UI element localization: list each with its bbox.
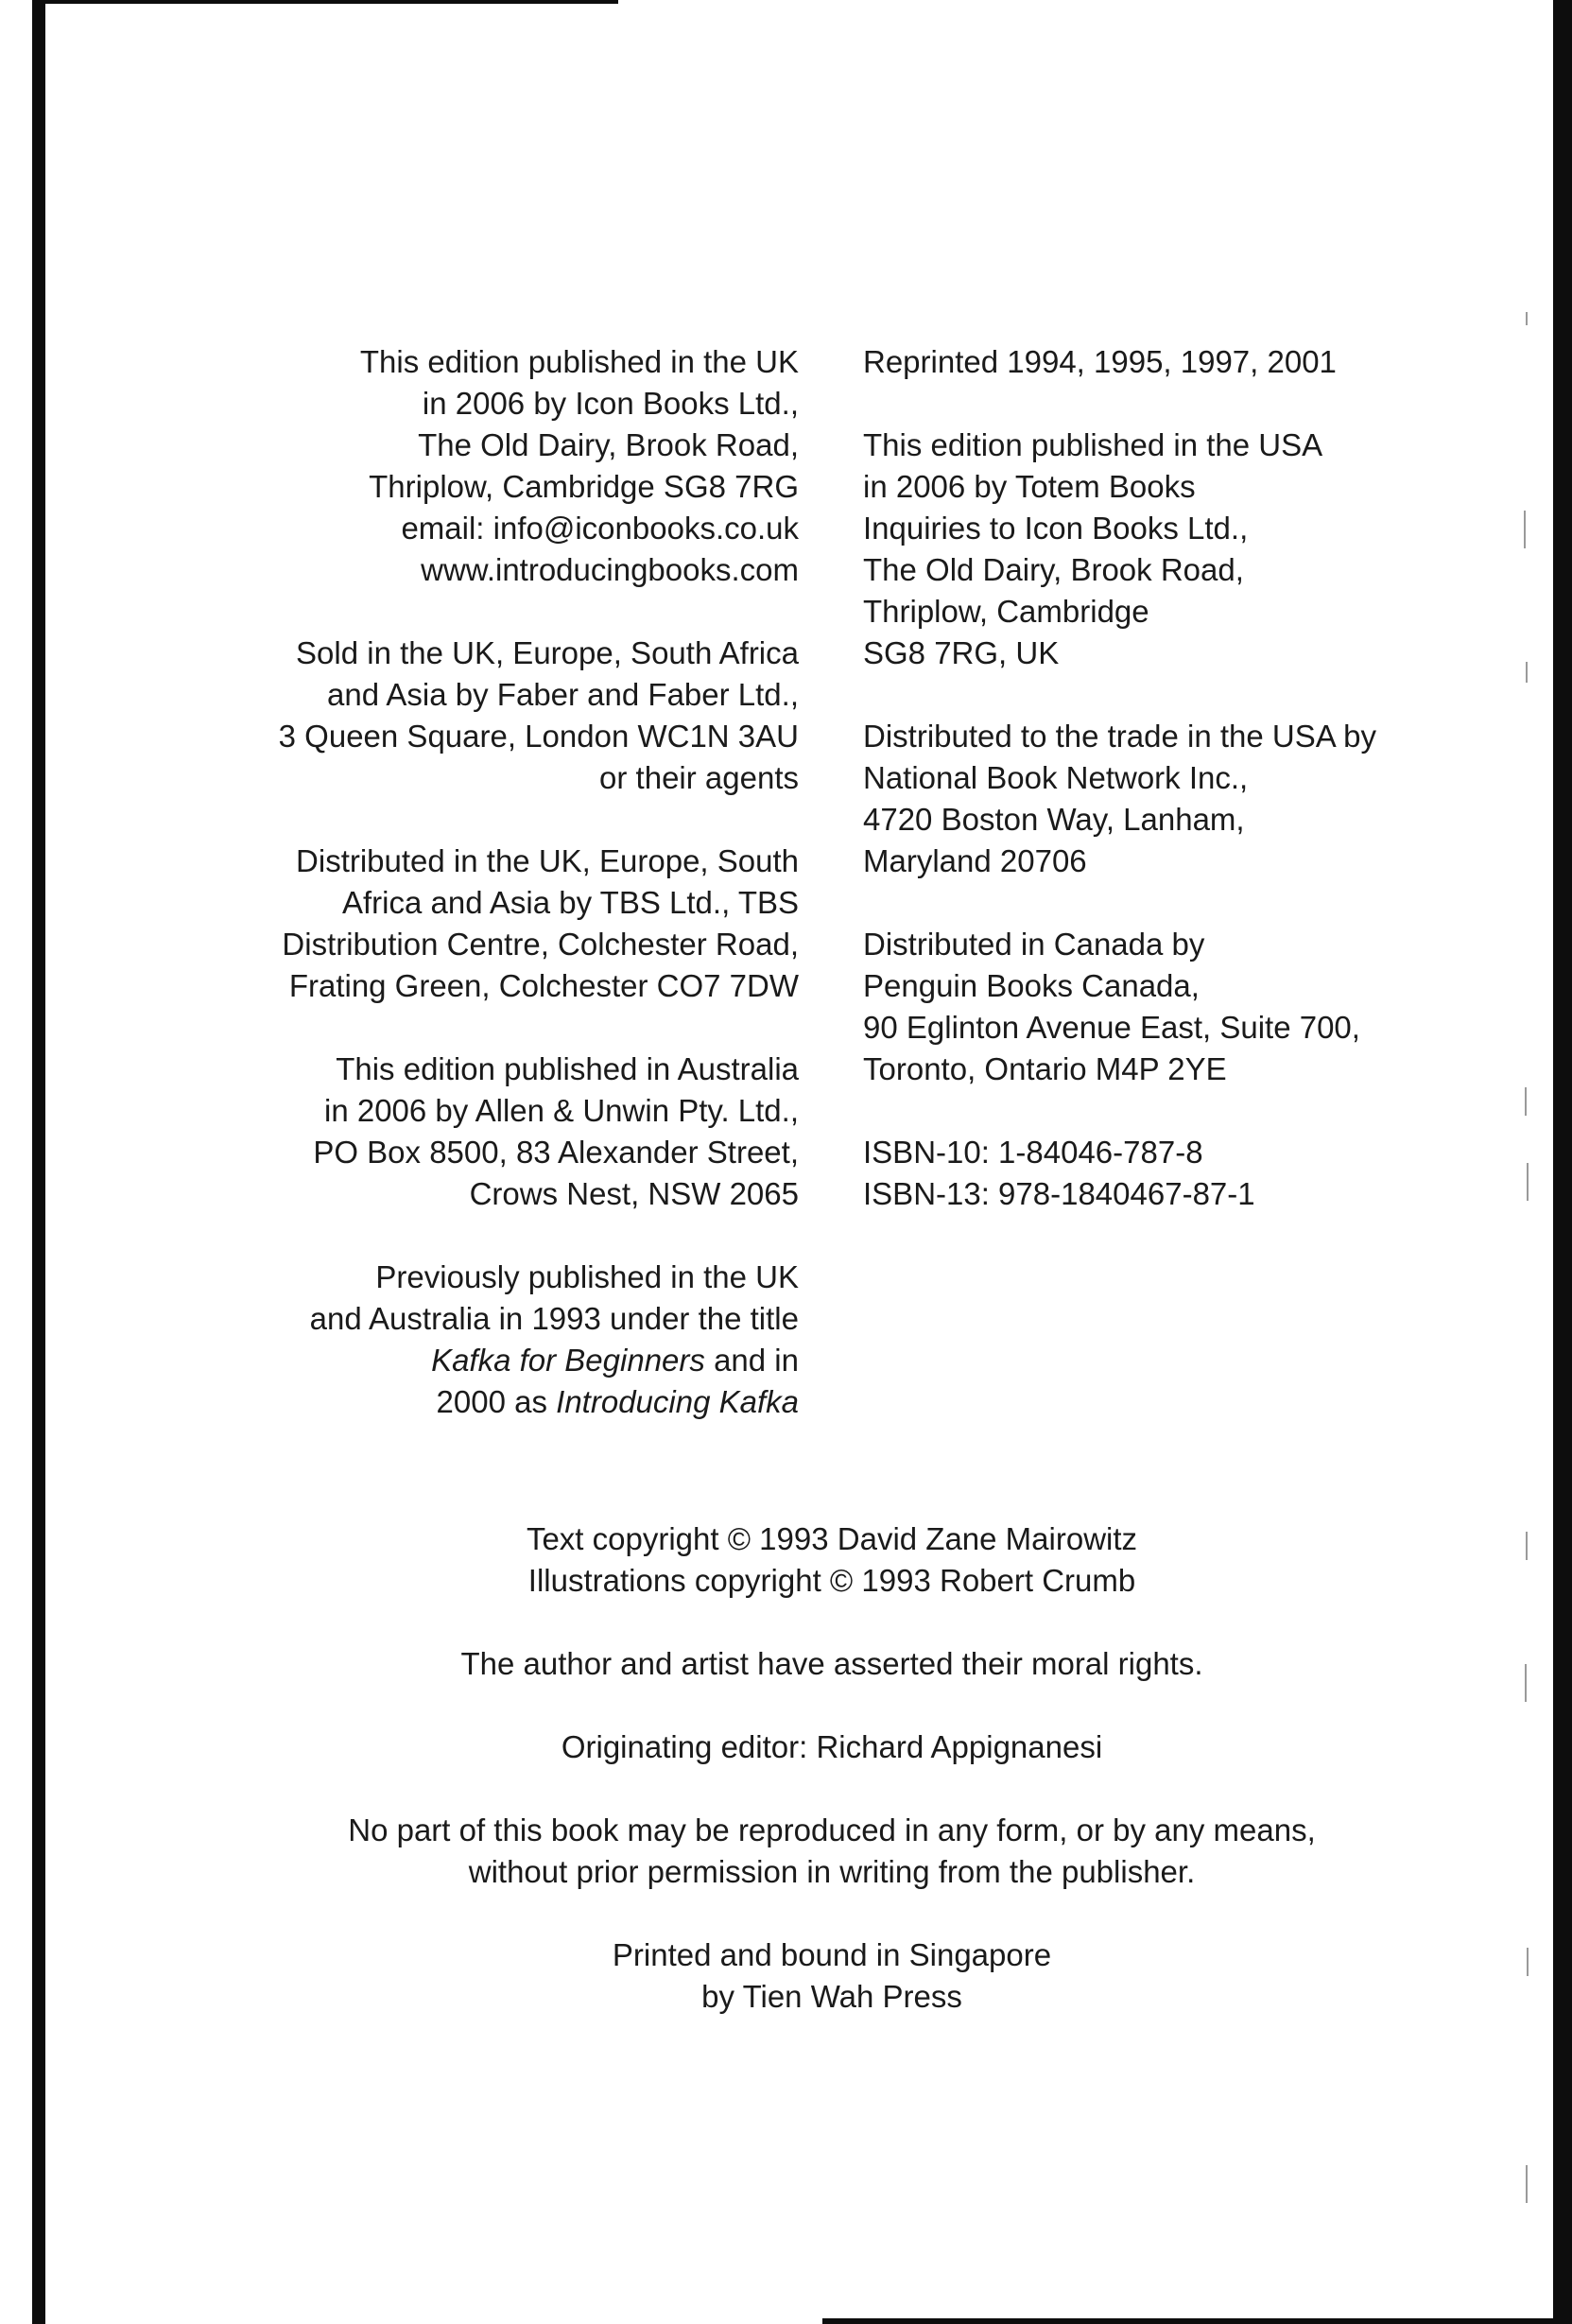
uk-publisher-block — [189, 341, 799, 591]
copyright-block — [236, 1518, 1427, 1602]
scan-speck — [1526, 1532, 1528, 1560]
scan-border-bottom — [822, 2318, 1553, 2324]
moral-rights-block — [236, 1643, 1427, 1685]
text-fragment: 2000 as — [436, 1384, 557, 1419]
text-line: in 2006 by Totem Books — [863, 469, 1196, 504]
faber-block — [189, 633, 799, 799]
text-line: No part of this book may be reproduced in any form, or by any means, — [348, 1812, 1316, 1847]
text-line: Africa and Asia by TBS Ltd., TBS — [341, 885, 799, 920]
scan-speck — [1525, 1087, 1527, 1116]
scan-speck — [1527, 1948, 1529, 1976]
text-line: Frating Green, Colchester CO7 7DW — [288, 968, 799, 1003]
scan-speck — [1525, 1664, 1527, 1702]
scan-speck — [1526, 662, 1528, 683]
text-line: The Old Dairy, Brook Road, — [418, 427, 799, 462]
reprint-block — [863, 341, 1525, 383]
text-line: without prior permission in writing from the publisher. — [468, 1854, 1196, 1889]
text-line: Illustrations copyright © 1993 Robert Crumb — [527, 1563, 1136, 1598]
printer-block — [236, 1934, 1427, 2018]
text-line: SG8 7RG, UK — [863, 635, 1060, 670]
text-line — [189, 1340, 799, 1381]
text-line: and Australia in 1993 under the title — [309, 1301, 799, 1336]
isbn-block — [863, 1132, 1525, 1215]
text-line: National Book Network Inc., — [863, 760, 1249, 795]
text-line: Text copyright © 1993 David Zane Mairowitz — [526, 1521, 1138, 1556]
tbs-block — [189, 841, 799, 1007]
text-line: Crows Nest, NSW 2065 — [469, 1176, 799, 1211]
scan-speck — [1526, 2165, 1528, 2203]
text-line: Distributed in Canada by — [863, 927, 1205, 962]
text-fragment: and in — [704, 1343, 799, 1378]
text-line: Thriplow, Cambridge — [863, 594, 1149, 629]
text-line: and Asia by Faber and Faber Ltd., — [327, 677, 799, 712]
scan-speck — [1527, 1163, 1529, 1201]
website-line: www.introducingbooks.com — [421, 552, 799, 587]
editor-block — [236, 1726, 1427, 1768]
text-line: Penguin Books Canada, — [863, 968, 1200, 1003]
text-line: Maryland 20706 — [863, 843, 1087, 878]
text-line: in 2006 by Allen & Unwin Pty. Ltd., — [323, 1093, 799, 1128]
copyright-section — [236, 1518, 1427, 2059]
canada-distribution-block — [863, 924, 1525, 1090]
text-line: 3 Queen Square, London WC1N 3AU — [278, 719, 799, 754]
isbn-13: ISBN-13: 978-1840467-87-1 — [863, 1176, 1255, 1211]
text-line: Previously published in the UK — [375, 1259, 799, 1294]
text-line: by Tien Wah Press — [701, 1979, 962, 2014]
reproduction-notice-block — [236, 1810, 1427, 1893]
text-line: or their agents — [599, 760, 799, 795]
text-line: Distribution Centre, Colchester Road, — [282, 927, 799, 962]
usa-distribution-block — [863, 716, 1525, 882]
left-column — [189, 341, 799, 1465]
text-line: PO Box 8500, 83 Alexander Street, — [313, 1135, 799, 1170]
previously-published-block — [189, 1257, 799, 1423]
text-line: The author and artist have asserted their moral rights. — [460, 1646, 1203, 1681]
book-title: Kafka for Beginners — [431, 1343, 705, 1378]
text-line: 90 Eglinton Avenue East, Suite 700, — [863, 1010, 1360, 1045]
usa-publisher-block — [863, 425, 1525, 674]
text-line — [189, 1381, 799, 1423]
text-line: The Old Dairy, Brook Road, — [863, 552, 1244, 587]
text-line: Reprinted 1994, 1995, 1997, 2001 — [863, 344, 1337, 379]
text-line: in 2006 by Icon Books Ltd., — [422, 386, 799, 421]
scan-border-right — [1553, 0, 1572, 2324]
text-line: Toronto, Ontario M4P 2YE — [863, 1051, 1227, 1086]
isbn-10: ISBN-10: 1-84046-787-8 — [863, 1135, 1203, 1170]
text-line: Originating editor: Richard Appignanesi — [561, 1729, 1103, 1764]
text-line: 4720 Boston Way, Lanham, — [863, 802, 1245, 837]
scan-border-left — [32, 0, 45, 2324]
right-column — [863, 341, 1525, 1257]
text-line: This edition published in Australia — [336, 1051, 799, 1086]
scan-speck — [1526, 312, 1528, 325]
book-title: Introducing Kafka — [556, 1384, 799, 1419]
scan-margin-left — [0, 0, 32, 2324]
text-line: Distributed in the UK, Europe, South — [296, 843, 799, 878]
text-line: This edition published in the USA — [863, 427, 1323, 462]
scan-border-top — [32, 0, 618, 4]
text-line: Sold in the UK, Europe, South Africa — [296, 635, 799, 670]
australia-block — [189, 1049, 799, 1215]
text-line: This edition published in the UK — [359, 344, 799, 379]
text-line: Inquiries to Icon Books Ltd., — [863, 511, 1249, 546]
text-line: Printed and bound in Singapore — [612, 1937, 1052, 1972]
text-line: Distributed to the trade in the USA by — [863, 719, 1376, 754]
email-line: email: info@iconbooks.co.uk — [401, 511, 799, 546]
text-line: Thriplow, Cambridge SG8 7RG — [369, 469, 799, 504]
